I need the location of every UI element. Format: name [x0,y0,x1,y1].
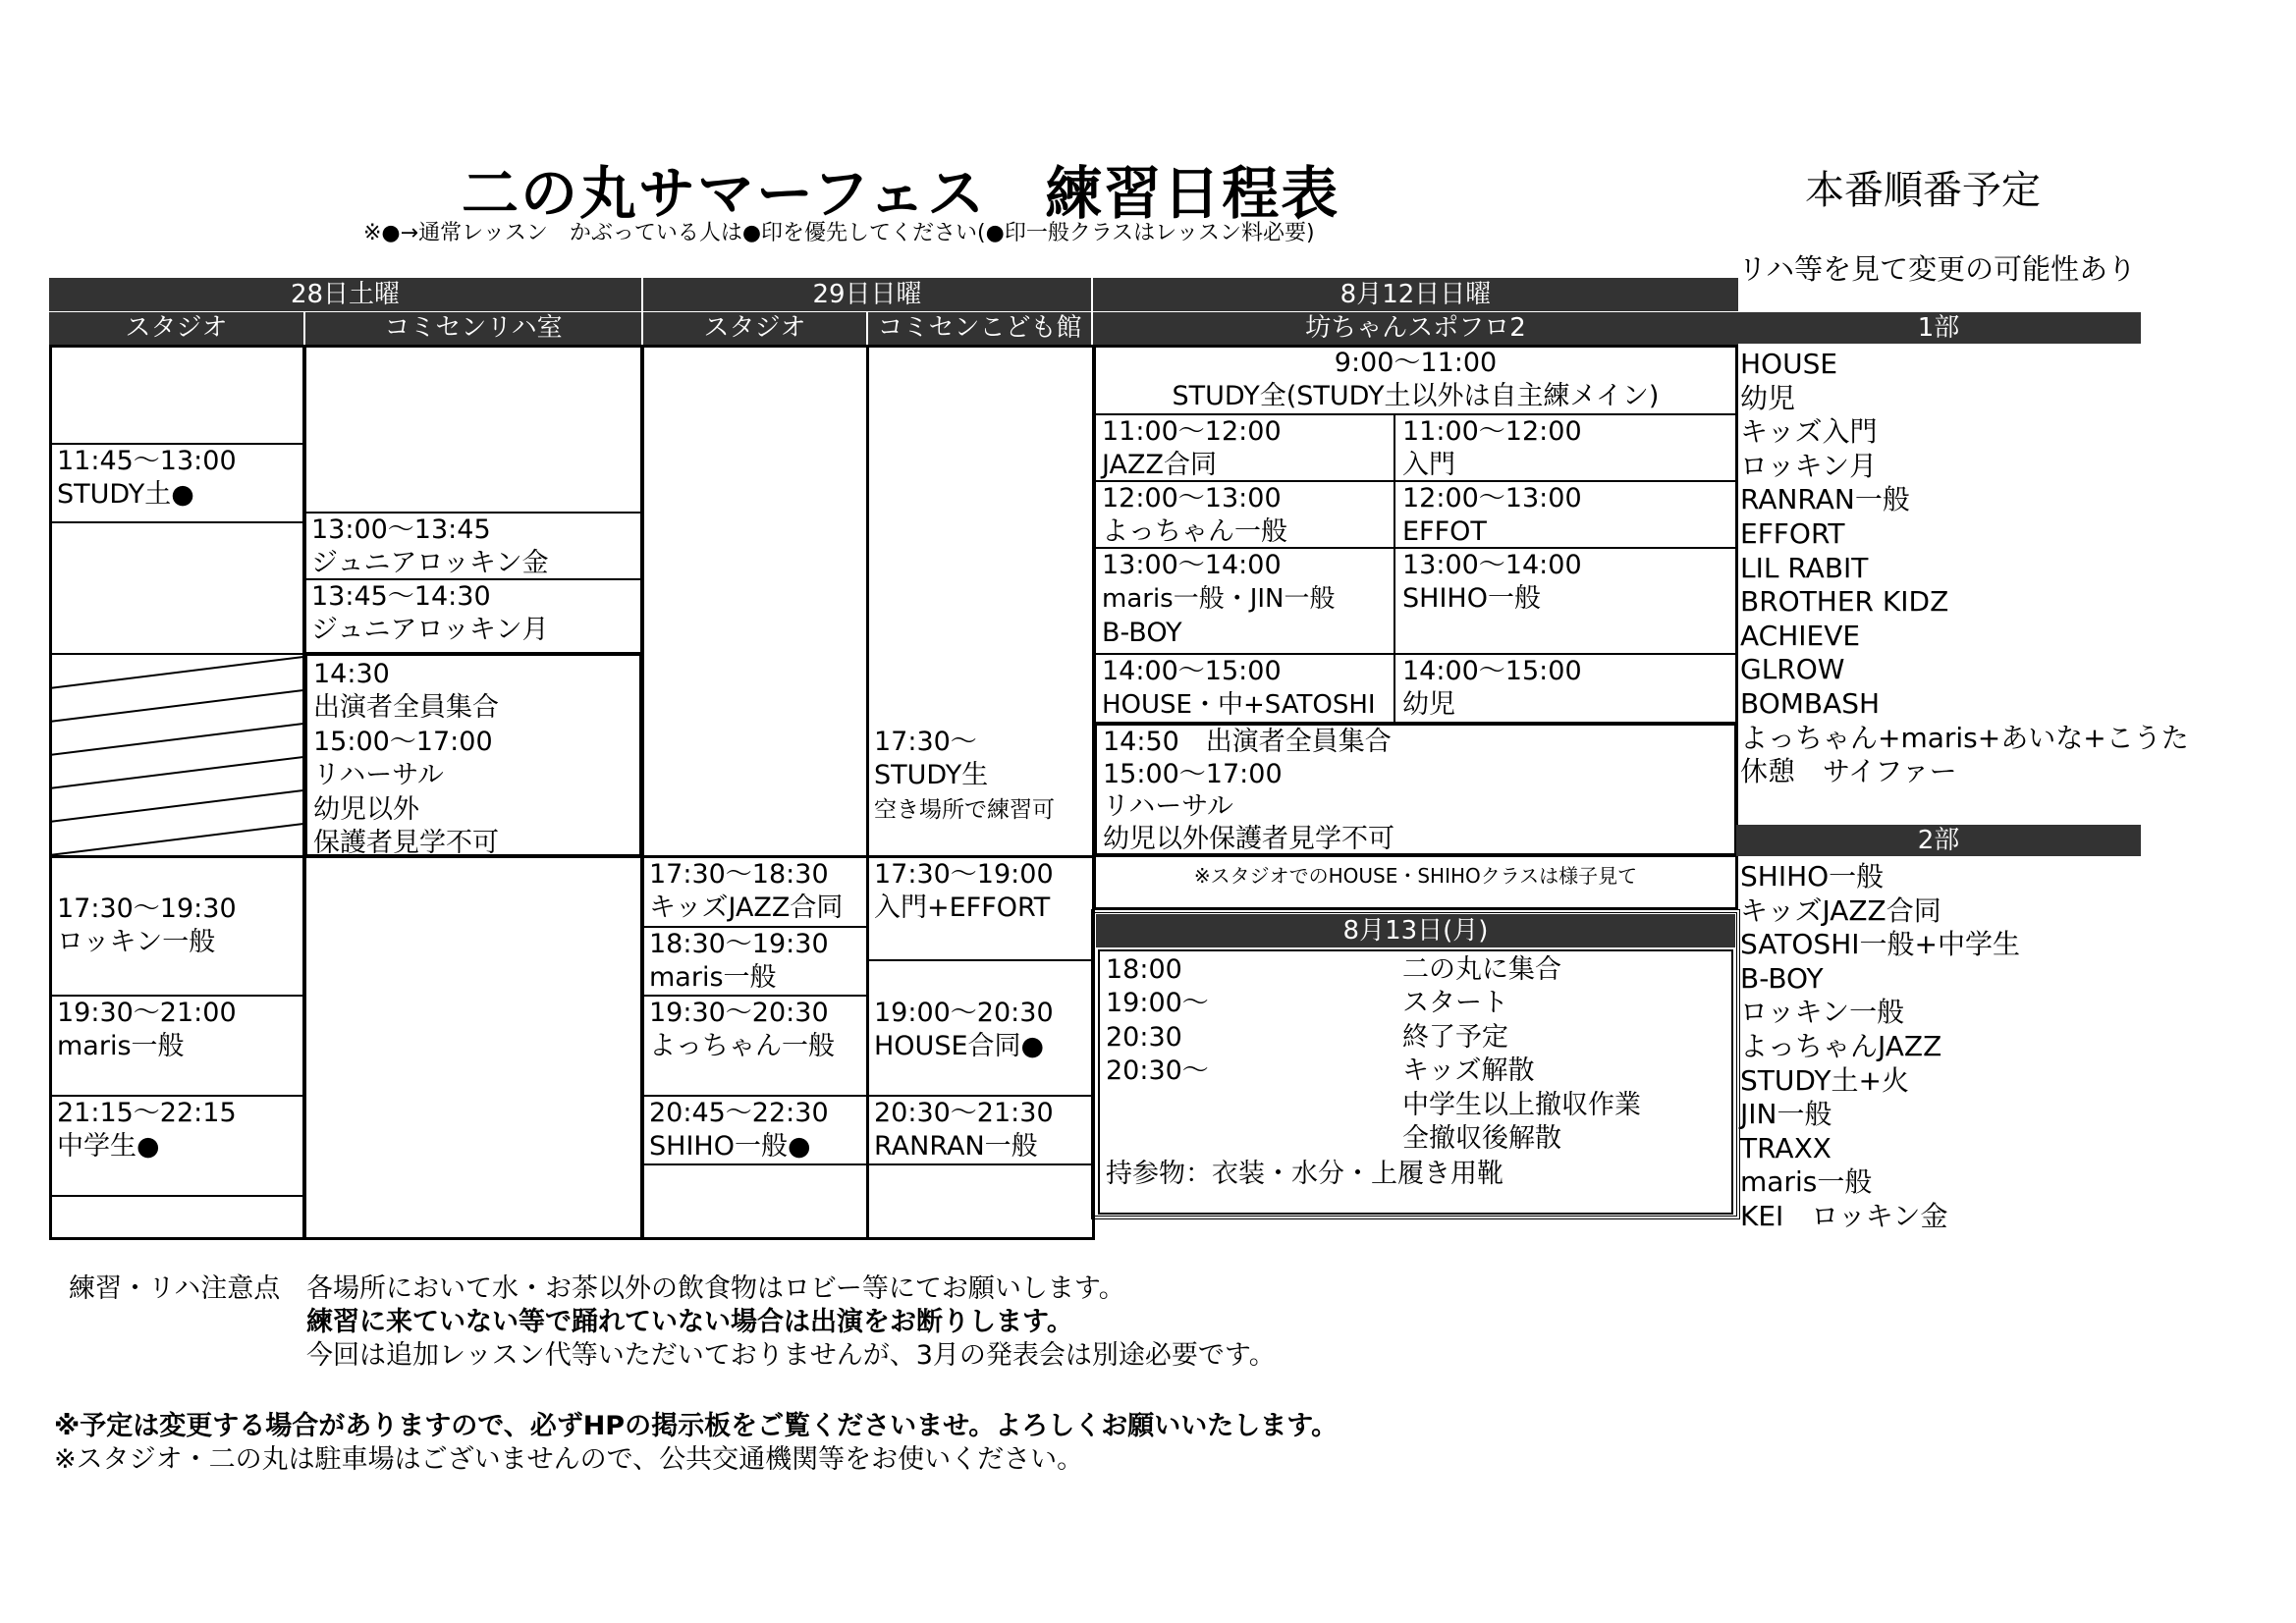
aug12-note: ※スタジオでのHOUSE・SHIHOクラスは様子見て [1193,864,1638,888]
slot-class: STUDY生 [874,760,989,791]
slot-time: 11:00～12:00 [1102,416,1282,447]
slot-time: 18:30～19:30 [649,929,829,959]
slot-class: RANRAN一般 [874,1131,1038,1163]
slot-28-studio-4 [51,1097,303,1193]
order-part2-list [1740,860,2020,1234]
rehearsal-text: 幼児以外 [313,793,419,825]
slot-class: よっちゃん一般 [649,1031,835,1062]
event-time: 20:30 [1106,1021,1182,1053]
slot-29-studio-4 [643,1097,867,1163]
event-text: 終了予定 [1402,1021,1508,1053]
event-text: スタート [1402,988,1508,1019]
slot-time: 17:30～19:00 [874,859,1054,890]
list-item: SHIHO一般 [1740,860,1885,893]
slot-aug12-right-1 [1396,415,1736,480]
slot-time: 9:00～11:00 [1334,348,1498,378]
header-studio-28: スタジオ [49,312,303,345]
notes-line-1: 各場所において水・お茶以外の飲食物はロビー等にてお願いします。 [306,1273,1125,1304]
list-item: キッズ入門 [1740,415,1878,449]
rehearsal-time: 15:00～17:00 [1103,759,1283,789]
header-day28: 28日土曜 [49,278,641,311]
slot-time: 13:00～14:00 [1102,550,1282,580]
slot-28-studio-1 [51,445,303,521]
slot-kodomo-free [868,726,1093,853]
aug13-events [1396,953,1736,1160]
notes-line-4: ※予定は変更する場合がありますので、必ずHPの掲示板をご覧くださいませ。よろしくお願いいたします。 [54,1411,1339,1441]
header-venue-aug12: 坊ちゃんスポフロ2 [1093,312,1738,345]
header-aug12: 8月12日日曜 [1093,278,1738,311]
notes-label: 練習・リハ注意点 [69,1273,281,1304]
slot-time: 20:30～21:30 [874,1098,1054,1128]
header-day29: 29日日曜 [643,278,1091,311]
list-item: ロッキン月 [1740,449,1878,482]
event-time: 20:30～ [1106,1055,1209,1087]
rehearsal-text: 保護者見学不可 [313,828,499,859]
slot-class: maris一般 [57,1031,185,1062]
list-item: LIL RABIT [1740,551,1869,584]
list-item: B-BOY [1740,961,1824,995]
list-item: ACHIEVE [1740,619,1861,652]
page-subtitle: ※●→通常レッスン かぶっている人は●印を優先してください(●印一般クラスはレッスン料必要) [363,221,1315,245]
event-text: 中学生以上撤収作業 [1402,1089,1641,1120]
rehearsal-text: リハーサル [1103,791,1233,822]
header-aug13: 8月13日(月) [1096,914,1735,947]
slot-class: JAZZ合同 [1102,450,1217,480]
order-part1-list [1740,348,2189,789]
list-item: キッズJAZZ合同 [1740,893,1941,927]
slot-class: ジュニアロッキン月 [311,615,549,646]
slot-class: ジュニアロッキン金 [311,548,549,578]
rehearsal-box-aug12 [1093,722,1738,857]
slot-aug12-left-2 [1096,482,1393,547]
slot-time: 11:00～12:00 [1402,416,1582,447]
slot-28-studio-3 [51,997,303,1093]
slot-class: 中学生● [57,1131,160,1163]
rehearsal-text: 出演者全員集合 [313,692,499,724]
slot-aug12-right-2 [1396,482,1736,547]
slot-aug12-right-3 [1396,549,1736,653]
list-item: 幼児 [1740,381,1796,414]
slot-class: STUDY土● [57,479,194,511]
list-item: maris一般 [1740,1165,1873,1199]
event-time: 19:00～ [1106,988,1209,1019]
header-studio-29: スタジオ [643,312,866,345]
rehearsal-time: 14:30 [313,659,390,689]
slot-aug12-left-1 [1096,415,1393,480]
slot-29-studio-1 [643,858,867,926]
slot-class: EFFOT [1402,516,1487,547]
slot-aug12-all [1096,347,1735,413]
rehearsal-time: 15:00～17:00 [313,726,493,757]
aug13-bring: 持参物：衣装・水分・上履き用靴 [1106,1159,1503,1189]
header-kodomo: コミセンこども館 [868,312,1091,345]
slot-komisen-2 [305,580,639,653]
aug13-times [1100,953,1394,1160]
slot-time: 12:00～13:00 [1102,483,1282,514]
slot-class: ロッキン一般 [57,927,216,958]
slot-time: 12:00～13:00 [1402,483,1582,514]
list-item: よっちゃん+maris+あいな+こうた [1740,721,2189,754]
slot-class: 入門 [1402,450,1455,480]
slot-kodomo-2 [868,997,1093,1095]
rehearsal-text: 幼児以外保護者見学不可 [1103,824,1394,854]
notes-line-5: ※スタジオ・二の丸は駐車場はございませんので、公共交通機関等をお使いください。 [54,1444,1084,1475]
slot-class: SHIHO一般● [649,1131,811,1163]
rehearsal-text: リハーサル [313,760,444,791]
slot-time: 19:30～21:00 [57,998,237,1028]
event-text: キッズ解散 [1402,1055,1535,1087]
order-note: リハ等を見て変更の可能性あり [1738,252,2137,286]
page-title: 二の丸サマーフェス 練習日程表 [462,160,1340,227]
order-title: 本番順番予定 [1805,168,2041,213]
list-item: RANRAN一般 [1740,483,1910,516]
list-item: 休憩 サイファー [1740,755,1957,788]
unavailable-hatch [49,655,303,855]
list-item: よっちゃんJAZZ [1740,1029,1942,1062]
slot-28-studio-2 [51,893,303,991]
slot-time: 13:00～14:00 [1402,550,1582,580]
event-time: 18:00 [1106,954,1182,985]
slot-kodomo-3 [868,1097,1093,1163]
order-part2-header: 2部 [1736,825,2141,856]
slot-class: HOUSE・中+SATOSHI [1102,690,1376,721]
slot-kodomo-1 [868,858,1093,956]
event-text: 全撤収後解散 [1402,1123,1561,1155]
slot-class: キッズJAZZ合同 [649,893,844,924]
slot-time: 14:00～15:00 [1402,656,1582,686]
slot-aug12-left-3 [1096,549,1393,653]
slot-komisen-1 [305,514,639,578]
slot-class: STUDY全(STUDY土以外は自主練メイン) [1172,381,1660,412]
slot-time: 19:00～20:30 [874,998,1054,1028]
slot-time: 20:45～22:30 [649,1098,829,1128]
slot-note: 空き場所で練習可 [874,796,1055,823]
list-item: EFFORT [1740,516,1845,550]
list-item: BOMBASH [1740,686,1881,720]
header-komisen: コミセンリハ室 [305,312,641,345]
list-item: STUDY土+火 [1740,1063,1909,1097]
slot-class: よっちゃん一般 [1102,516,1287,547]
order-part1-header: 1部 [1736,312,2141,344]
slot-time: 17:30～18:30 [649,859,829,890]
list-item: GLROW [1740,653,1845,686]
slot-time: 13:00～13:45 [311,514,491,545]
slot-29-studio-3 [643,997,867,1063]
slot-aug12-right-4 [1396,655,1736,722]
slot-time: 19:30～20:30 [649,998,829,1028]
list-item: KEI ロッキン金 [1740,1199,1948,1232]
slot-time: 21:15～22:15 [57,1098,237,1128]
rehearsal-box-28 [303,652,643,858]
list-item: SATOSHI一般+中学生 [1740,928,2020,961]
slot-class: HOUSE合同● [874,1031,1045,1062]
list-item: JIN一般 [1740,1098,1832,1131]
slot-time: 13:45～14:30 [311,581,491,612]
slot-class: B-BOY [1102,617,1182,648]
slot-class: 入門+EFFORT [874,893,1051,924]
notes-line-3: 今回は追加レッスン代等いただいておりませんが、3月の発表会は別途必要です。 [306,1340,1276,1371]
slot-29-studio-2 [643,928,867,995]
slot-time: 11:45～13:00 [57,446,237,476]
slot-time: 17:30～19:30 [57,893,237,924]
list-item: TRAXX [1740,1131,1831,1164]
slot-time: 17:30～ [874,727,977,757]
rehearsal-text: 14:50 出演者全員集合 [1103,727,1392,757]
event-text: 二の丸に集合 [1402,954,1561,985]
slot-class: maris一般・JIN一般 [1102,584,1336,615]
slot-aug12-left-4 [1096,655,1393,722]
list-item: ロッキン一般 [1740,996,1905,1029]
slot-class: 幼児 [1402,689,1455,721]
list-item: BROTHER KIDZ [1740,585,1949,619]
notes-line-2: 練習に来ていない等で踊れていない場合は出演をお断りします。 [306,1307,1073,1337]
slot-time: 14:00～15:00 [1102,656,1282,686]
slot-class: SHIHO一般 [1402,583,1541,615]
slot-class: maris一般 [649,962,777,994]
list-item: HOUSE [1740,348,1838,380]
schedule-table [49,278,1689,1240]
